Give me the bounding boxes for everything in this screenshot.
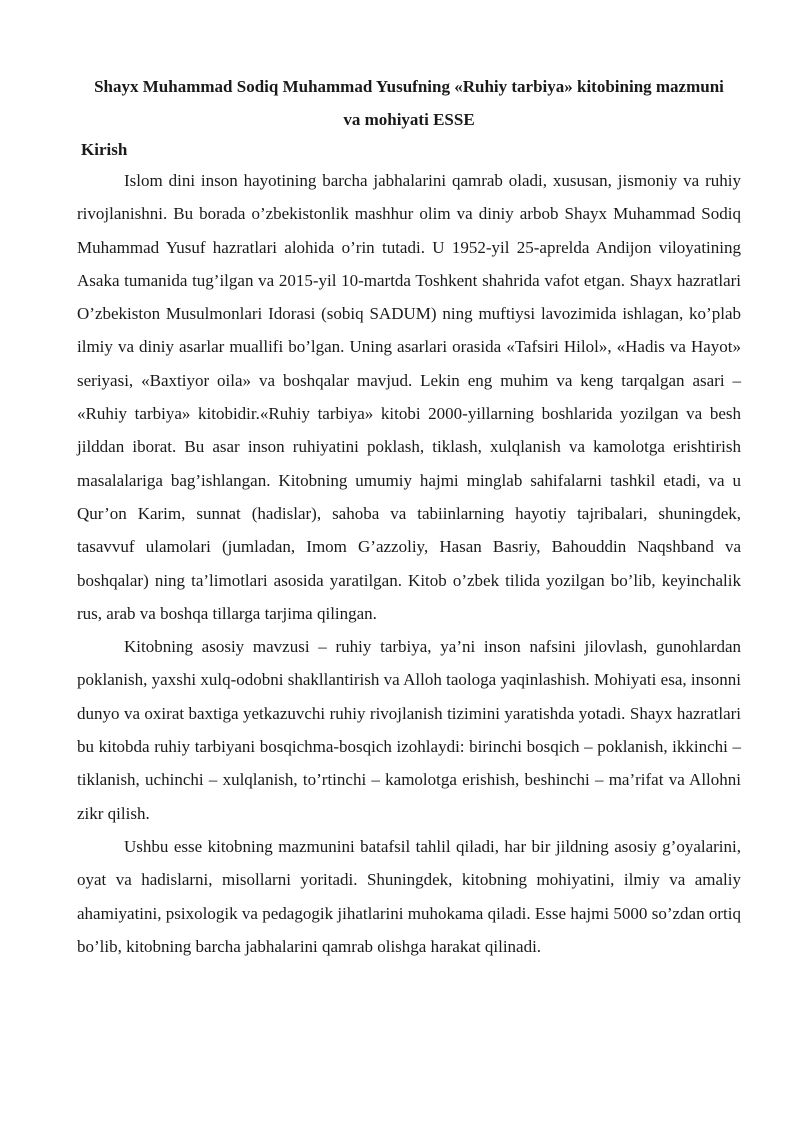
paragraph-2: Kitobning asosiy mavzusi – ruhiy tarbiya, ya’ni inson nafsini jilovlash, gunohlardan poklanish, yaxshi xulq-odobni shakllantirish va Alloh taologa yaqinlashish. Mohiyati esa, insonni dunyo va oxirat baxtiga yetkazuvchi ruhiy rivojlanish tizimini yaratishda yotadi. Shayx hazratlari bu kitobda ruhiy tarbiyani bosqichma-bosqich izohlaydi: birinchi bosqich – poklanish, ikkinchi – tiklanish, uchinchi – xulqlanish, to’rtinchi – kamolotga erishish, beshinchi – ma’rifat va Allohni zikr qilish. <box>77 637 741 823</box>
section-heading-kirish: Kirish <box>81 140 128 159</box>
paragraph-3: Ushbu esse kitobning mazmunini batafsil tahlil qiladi, har bir jildning asosiy g’oyalarini, oyat va hadislarni, misollarni yoritadi. Shuningdek, kitobning mohiyatini, ilmiy va amaliy ahamiyatini, psixologik va pedagogik jihatlarini muhokama qiladi. Esse hajmi 5000 so’zdan ortiq bo’lib, kitobning barcha jabhalarini qamrab olishga harakat qilinadi. <box>77 836 741 956</box>
document-page <box>77 70 741 963</box>
paragraph-1: Islom dini inson hayotining barcha jabhalarini qamrab oladi, xususan, jismoniy va ruhiy rivojlanishni. Bu borada o’zbekistonlik mashhur olim va diniy arbob Shayx Muhammad Sodiq Muhammad Yusuf hazratlari alohida o’rin tutadi. U 1952-yil 25-aprelda Andijon viloyatining Asaka tumanida tug’ilgan va 2015-yil 10-martda Toshkent shahrida vafot etgan. Shayx hazratlari O’zbekiston Musulmonlari Idorasi (sobiq SADUM) ning muftiysi lavozimida ishlagan, ko’plab ilmiy va diniy asarlar muallifi bo’lgan. Uning asarlari orasida «Tafsiri Hilol», «Hadis va Hayot» seriyasi, «Baxtiyor oila» va boshqalar mavjud. Lekin eng muhim va keng tarqalgan asari – «Ruhiy tarbiya» kitobidir.«Ruhiy tarbiya» kitobi 2000-yillarning boshlarida yozilgan va besh jilddan iborat. Bu asar inson ruhiyatini poklash, tiklash, xulqlanish va kamolotga erishtirish masalalariga bag’ishlangan. Kitobning umumiy hajmi minglab sahifalarni tashkil etadi, va u Qur’on Karim, sunnat (hadislar), sahoba va tabiinlarning hayotiy tajribalari, shuningdek, tasavvuf ulamolari (jumladan, Imom G’azzoliy, Hasan Basriy, Bahouddin Naqshband va boshqalar) ning ta’limotlari asosida yaratilgan. Kitob o’zbek tilida yozilgan bo’lib, keyinchalik rus, arab va boshqa tillarga tarjima qilingan. <box>77 171 741 623</box>
document-title: Shayx Muhammad Sodiq Muhammad Yusufning «Ruhiy tarbiya» kitobining mazmuni va mohiyati ESSE <box>94 77 724 129</box>
